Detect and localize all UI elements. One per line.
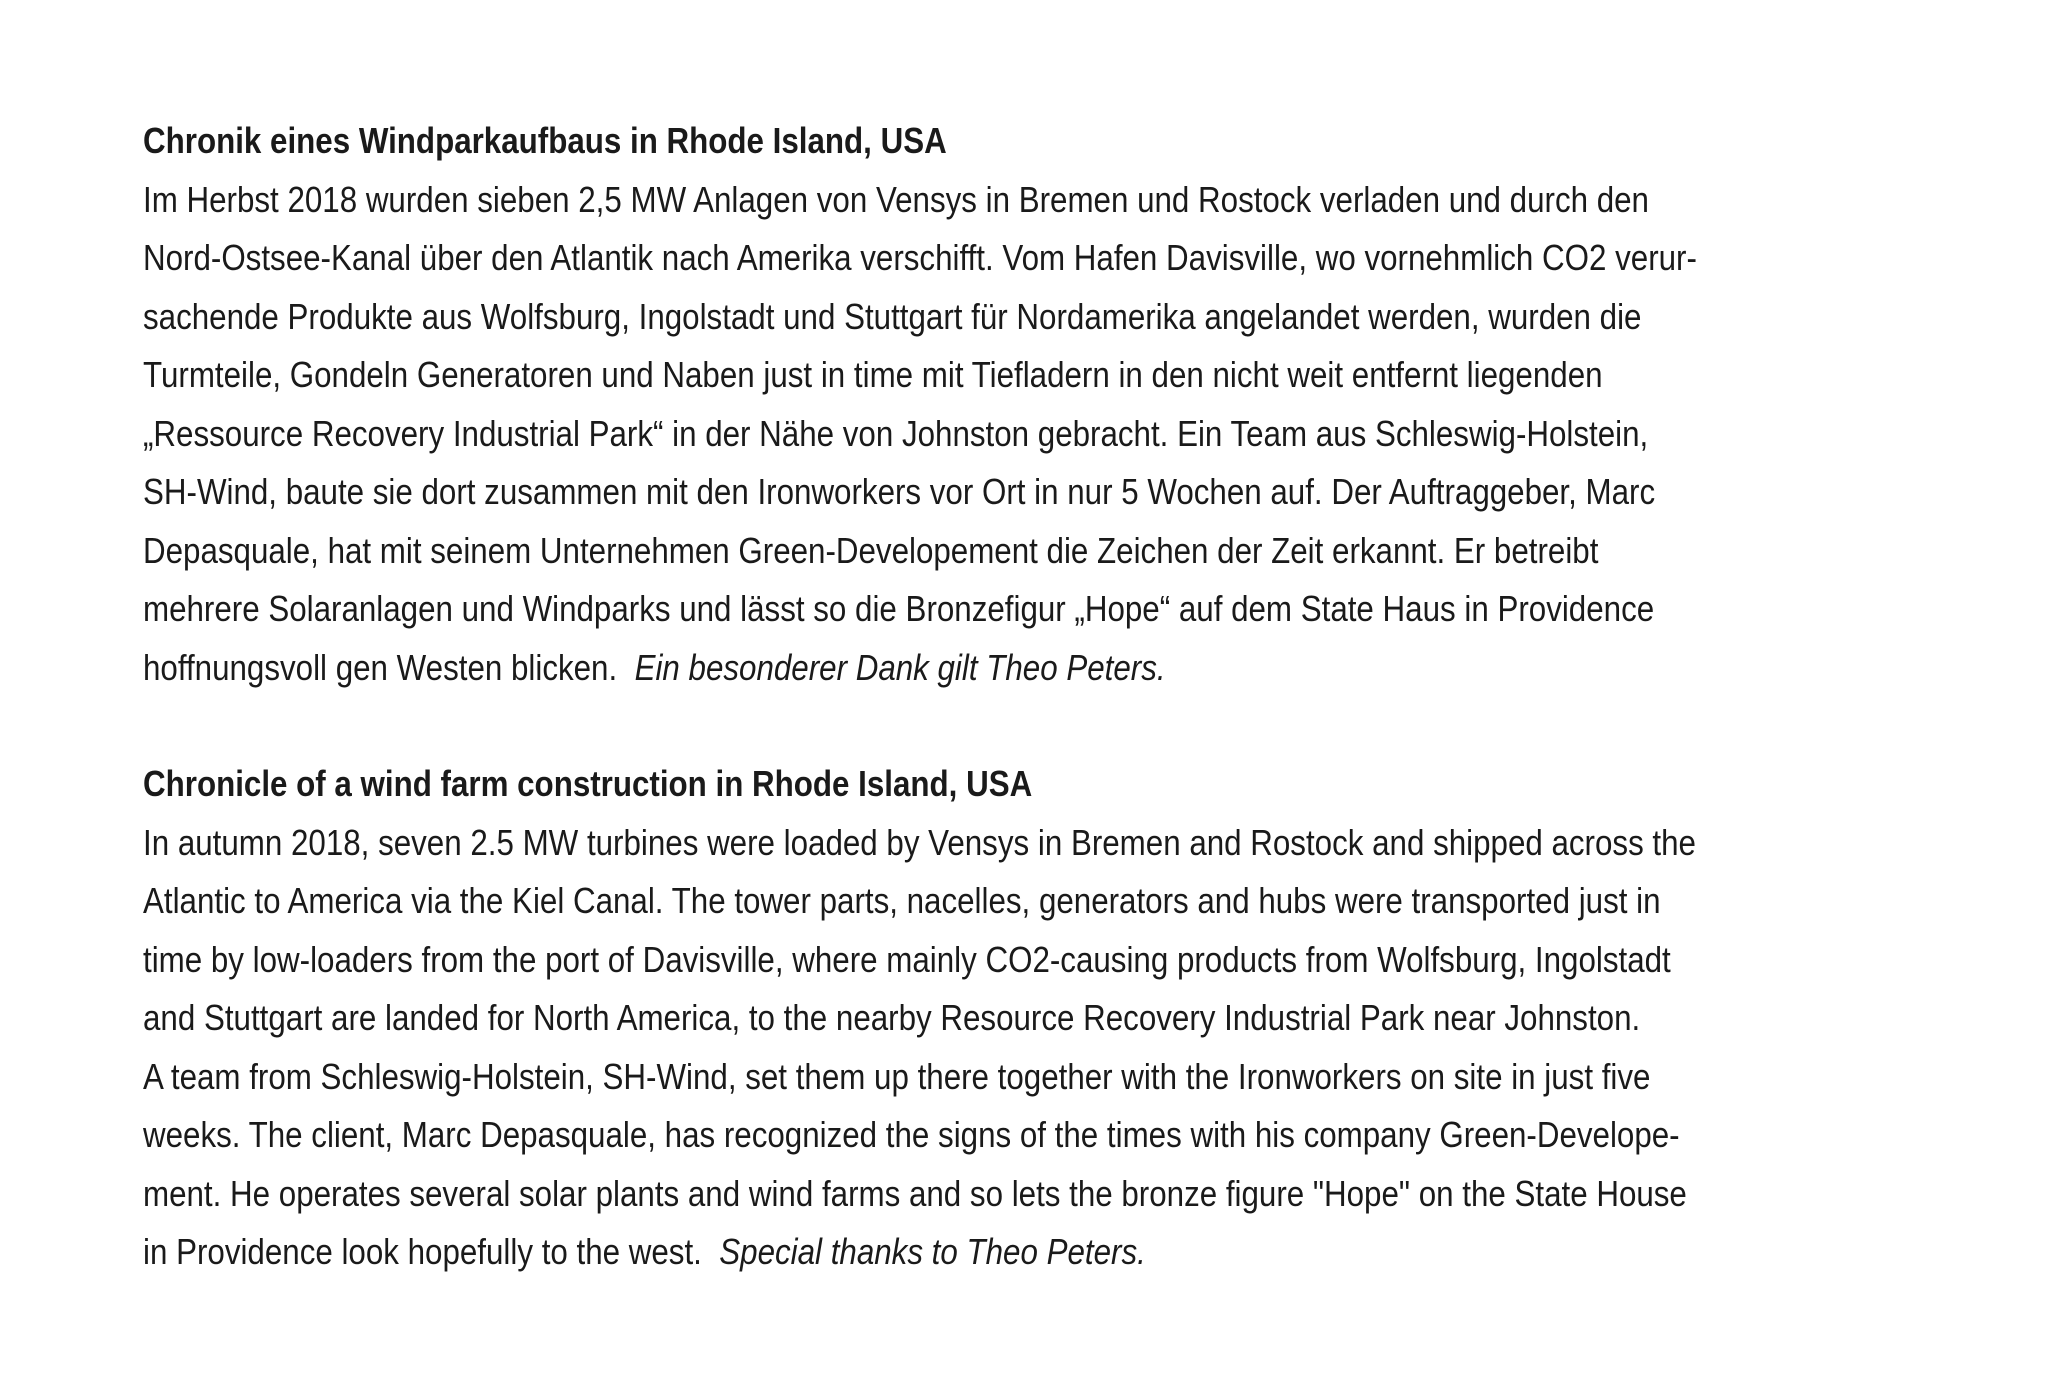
german-line-7: Depasquale, hat mit seinem Unternehmen Green-Developement die Zeichen der Zeit erkannt. Er betreibt	[143, 529, 1599, 571]
english-line-3: time by low-loaders from the port of Davisville, where mainly CO2-causing products from Wolfsburg, Ingolstadt	[143, 938, 1671, 980]
text-page	[143, 112, 1963, 1282]
english-line-2: Atlantic to America via the Kiel Canal. The tower parts, nacelles, generators and hubs were transported just in	[143, 880, 1661, 921]
german-thanks: Ein besonderer Dank gilt Theo Peters.	[634, 646, 1166, 688]
german-line-6: SH-Wind, baute sie dort zusammen mit den Ironworkers vor Ort in nur 5 Wochen auf. Der Auftraggeber, Marc	[143, 471, 1656, 512]
german-line-1: Im Herbst 2018 wurden sieben 2,5 MW Anlagen von Vensys in Bremen und Rostock verladen und durch den	[143, 178, 1649, 220]
german-line-3: sachende Produkte aus Wolfsburg, Ingolstadt und Stuttgart für Nordamerika angelandet werden, wurden die	[143, 295, 1642, 337]
german-section	[143, 112, 1963, 697]
german-line-4: Turmteile, Gondeln Generatoren und Naben just in time mit Tiefladern in den nicht weit entfernt liegenden	[143, 354, 1603, 395]
german-last-line	[143, 639, 1726, 698]
german-line-9: hoffnungsvoll gen Westen blicken.	[143, 646, 635, 688]
english-line-4: and Stuttgart are landed for North America, to the nearby Resource Recovery Industrial Park near Johnston.	[143, 997, 1641, 1038]
german-line-8: mehrere Solaranlagen und Windparks und lässt so die Bronzefigur „Hope“ auf dem State Haus in Providence	[143, 588, 1655, 629]
english-heading: Chronicle of a wind farm construction in Rhode Island, USA	[143, 763, 1033, 804]
english-section	[143, 755, 1963, 1282]
german-line-2: Nord-Ostsee-Kanal über den Atlantik nach Amerika verschifft. Vom Hafen Davisville, wo vornehmlich CO2 verur-	[143, 237, 1697, 278]
english-line-7: ment. He operates several solar plants and wind farms and so lets the bronze figure "Hope" on the State House	[143, 1172, 1687, 1214]
english-thanks: Special thanks to Theo Peters.	[719, 1231, 1146, 1272]
english-line-1: In autumn 2018, seven 2.5 MW turbines were loaded by Vensys in Bremen and Rostock and shipped across the	[143, 821, 1696, 863]
english-line-6: weeks. The client, Marc Depasquale, has recognized the signs of the times with his company Green-Develope-	[143, 1114, 1680, 1155]
german-heading: Chronik eines Windparkaufbaus in Rhode Island, USA	[143, 120, 947, 161]
english-last-line	[143, 1223, 1726, 1282]
english-line-8: in Providence look hopefully to the west.	[143, 1231, 720, 1272]
english-line-5: A team from Schleswig-Holstein, SH-Wind, set them up there together with the Ironworkers on site in just five	[143, 1055, 1651, 1097]
german-line-5: „Ressource Recovery Industrial Park“ in der Nähe von Johnston gebracht. Ein Team aus Schleswig-Holstein,	[143, 412, 1649, 454]
